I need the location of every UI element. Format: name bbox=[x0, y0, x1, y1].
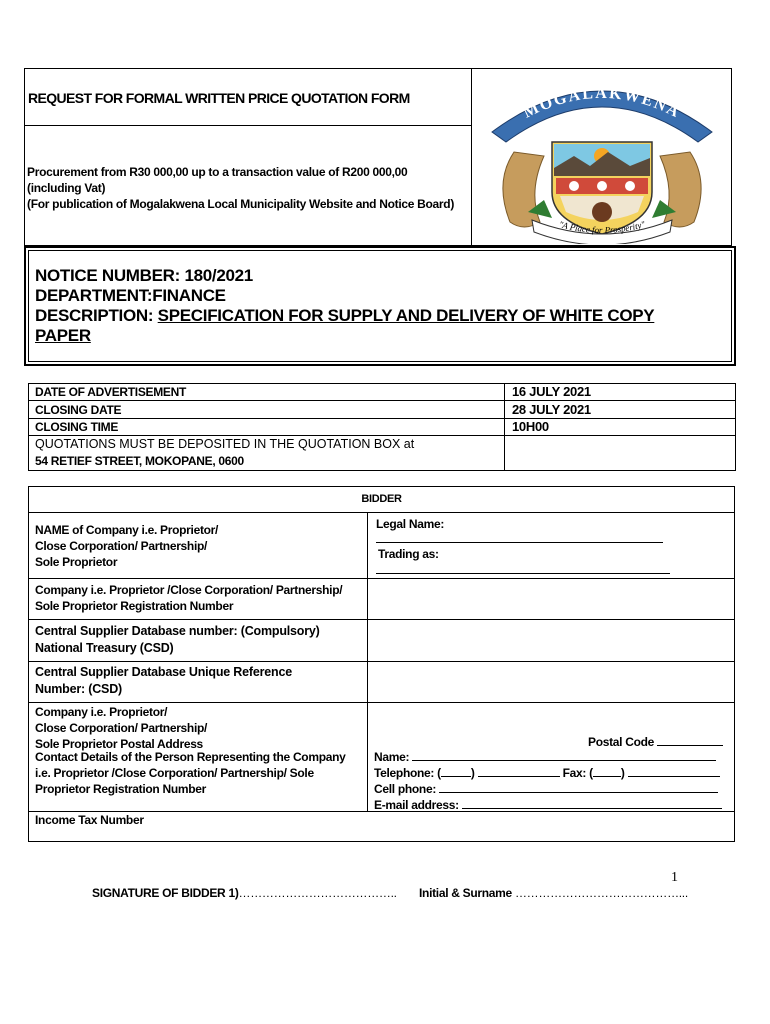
postal-code-row bbox=[588, 734, 723, 750]
description-line-1: SPECIFICATION FOR SUPPLY AND DELIVERY OF WHITE COPY bbox=[157, 306, 655, 325]
contact-details-label bbox=[35, 749, 346, 797]
logo-motto-text: "A Place for Prosperity" bbox=[557, 219, 647, 236]
company-name-label bbox=[35, 522, 218, 570]
closing-date-value: 28 JULY 2021 bbox=[512, 402, 591, 417]
deposit-line-1: QUOTATIONS MUST BE DEPOSITED IN THE QUOTATION BOX at bbox=[35, 437, 415, 451]
page-number: 1 bbox=[671, 870, 678, 885]
procurement-line-1: Procurement from R30 000,00 up to a transaction value of R200 000,00 bbox=[27, 165, 408, 179]
postal-code-label: Postal Code bbox=[588, 735, 655, 749]
postal-label-3: Sole Proprietor Postal Address bbox=[35, 737, 203, 751]
telephone-close: ) bbox=[470, 766, 475, 780]
email-label: E-mail address: bbox=[374, 798, 459, 812]
description-label: DESCRIPTION: bbox=[35, 306, 158, 325]
contact-label-3: Proprietor Registration Number bbox=[35, 782, 207, 796]
logo-name-text: MOGALAKWENA bbox=[520, 85, 684, 122]
registration-label-1: Company i.e. Proprietor /Close Corporation/ Partnership/ bbox=[35, 583, 343, 597]
procurement-line-2: (including Vat) bbox=[27, 181, 106, 195]
fax-label: Fax: ( bbox=[562, 766, 593, 780]
bidder-heading: BIDDER bbox=[361, 493, 402, 505]
form-title: REQUEST FOR FORMAL WRITTEN PRICE QUOTATION FORM bbox=[28, 90, 410, 106]
notice-department: DEPARTMENT:FINANCE bbox=[35, 286, 226, 305]
contact-name-field[interactable] bbox=[412, 749, 716, 761]
csd-label-2: National Treasury (CSD) bbox=[35, 641, 174, 655]
notice-text bbox=[35, 266, 654, 346]
telephone-code-field[interactable] bbox=[441, 765, 471, 777]
advertisement-label: DATE OF ADVERTISEMENT bbox=[35, 385, 187, 399]
postal-label-1: Company i.e. Proprietor/ bbox=[35, 705, 168, 719]
signature-field[interactable]: ………………………………….. bbox=[238, 886, 397, 900]
registration-label bbox=[35, 582, 342, 614]
csd-reference-label-1: Central Supplier Database Unique Reference bbox=[35, 665, 292, 679]
email-field[interactable] bbox=[462, 797, 722, 809]
cell-phone-row bbox=[374, 781, 718, 797]
telephone-row bbox=[374, 765, 720, 781]
closing-time-label: CLOSING TIME bbox=[35, 420, 119, 434]
fax-close: ) bbox=[620, 766, 625, 780]
notice-description bbox=[35, 306, 654, 326]
initial-surname-field[interactable]: ……………………………………... bbox=[514, 886, 688, 900]
signature-label: SIGNATURE OF BIDDER 1) bbox=[92, 886, 239, 900]
income-tax-label: Income Tax Number bbox=[35, 813, 144, 827]
legal-name-field[interactable] bbox=[376, 542, 663, 543]
contact-label-1: Contact Details of the Person Representing the Company bbox=[35, 750, 346, 764]
municipality-logo bbox=[474, 72, 730, 244]
cell-phone-label: Cell phone: bbox=[374, 782, 437, 796]
notice-number: NOTICE NUMBER: 180/2021 bbox=[35, 266, 253, 285]
csd-number-field[interactable] bbox=[369, 621, 733, 660]
postal-address-label bbox=[35, 704, 207, 752]
legal-name-label: Legal Name: bbox=[376, 517, 445, 531]
company-name-label-1: NAME of Company i.e. Proprietor/ bbox=[35, 523, 219, 537]
company-name-label-3: Sole Proprietor bbox=[35, 555, 118, 569]
postal-code-field[interactable] bbox=[657, 734, 723, 746]
initial-surname-row bbox=[419, 885, 688, 901]
dates-right-empty-cell bbox=[504, 435, 736, 471]
dates-table bbox=[28, 383, 736, 471]
deposit-line-2: 54 RETIEF STREET, MOKOPANE, 0600 bbox=[35, 454, 244, 468]
closing-time-value: 10H00 bbox=[512, 419, 549, 434]
income-tax-field[interactable] bbox=[369, 813, 733, 840]
email-row bbox=[374, 797, 722, 813]
advertisement-value: 16 JULY 2021 bbox=[512, 384, 591, 399]
description-line-2: PAPER bbox=[35, 326, 91, 345]
procurement-text bbox=[27, 164, 454, 212]
signature-row bbox=[92, 885, 397, 901]
procurement-line-3: (For publication of Mogalakwena Local Municipality Website and Notice Board) bbox=[27, 197, 455, 211]
csd-reference-label-2: Number: (CSD) bbox=[35, 682, 122, 696]
registration-label-2: Sole Proprietor Registration Number bbox=[35, 599, 234, 613]
closing-date-label: CLOSING DATE bbox=[35, 403, 122, 417]
telephone-number-field[interactable] bbox=[478, 765, 560, 777]
postal-label-2: Close Corporation/ Partnership/ bbox=[35, 721, 208, 735]
csd-reference-field[interactable] bbox=[369, 663, 733, 701]
bidder-table bbox=[28, 486, 735, 842]
telephone-label: Telephone: ( bbox=[374, 766, 441, 780]
csd-label bbox=[35, 623, 320, 657]
csd-reference-label bbox=[35, 664, 292, 698]
csd-label-1: Central Supplier Database number: (Compulsory) bbox=[35, 624, 320, 638]
contact-label-2: i.e. Proprietor /Close Corporation/ Partnership/ Sole bbox=[35, 766, 314, 780]
fax-number-field[interactable] bbox=[628, 765, 720, 777]
registration-number-field[interactable] bbox=[369, 580, 733, 618]
trading-as-field[interactable] bbox=[376, 573, 670, 574]
company-name-label-2: Close Corporation/ Partnership/ bbox=[35, 539, 208, 553]
contact-name-row bbox=[374, 749, 716, 765]
contact-name-label: Name: bbox=[374, 750, 410, 764]
cell-phone-field[interactable] bbox=[439, 781, 718, 793]
initial-surname-label: Initial & Surname bbox=[419, 886, 512, 900]
fax-code-field[interactable] bbox=[593, 765, 621, 777]
trading-as-label: Trading as: bbox=[378, 547, 439, 561]
